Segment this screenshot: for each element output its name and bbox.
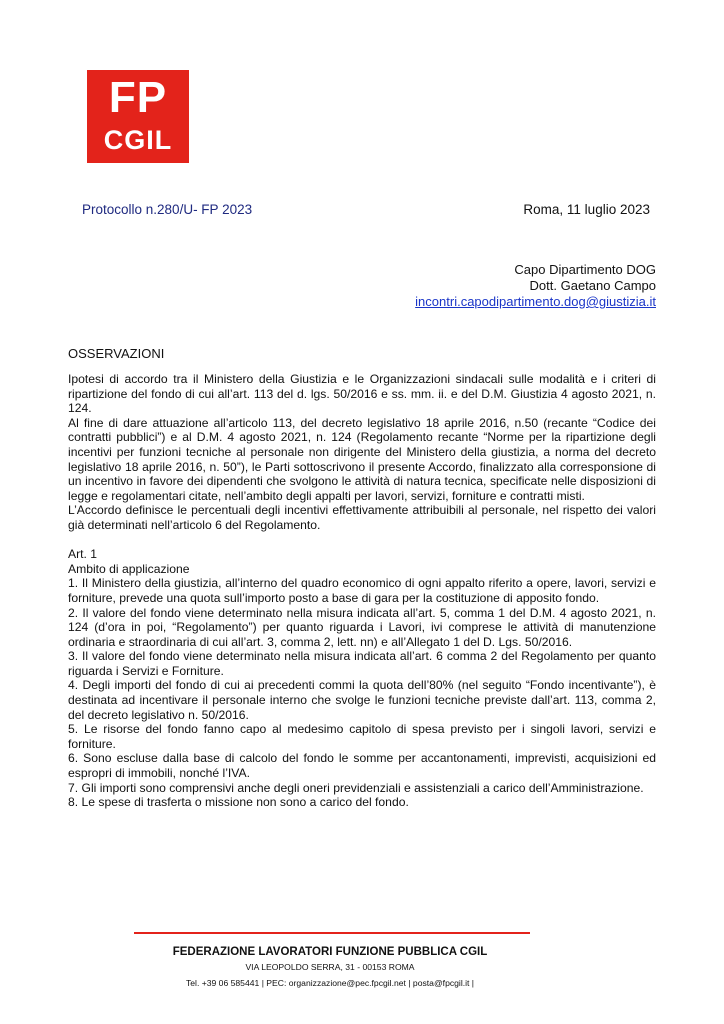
footer-organization: FEDERAZIONE LAVORATORI FUNZIONE PUBBLICA CGIL — [172, 946, 488, 958]
letter-date: Roma, 11 luglio 2023 — [523, 202, 650, 217]
footer-address: VIA LEOPOLDO SERRA, 31 - 00153 ROMA — [245, 962, 415, 972]
article-paragraph: 3. Il valore del fondo viene determinato nella misura indicata all’art. 6 comma 2 del Regolamento per quanto riguarda i Servizi e Forniture. — [68, 649, 656, 678]
logo-line-cgil: CGIL — [103, 125, 173, 155]
document-body — [68, 372, 656, 810]
recipient-block — [415, 262, 656, 310]
logo-line-fp: FP — [108, 73, 168, 122]
recipient-title: Capo Dipartimento DOG — [514, 262, 656, 277]
footer — [130, 945, 530, 992]
intro-paragraph: L’Accordo definisce le percentuali degli incentivi effettivamente attribuibili al personale, nel rispetto dei valori già determinati nell’articolo 6 del Regolamento. — [68, 503, 656, 532]
protocol-number: Protocollo n.280/U- FP 2023 — [82, 202, 253, 217]
article-paragraph: 7. Gli importi sono comprensivi anche degli oneri previdenziali e assistenziali a carico dell’Amministrazione. — [68, 780, 644, 795]
article-paragraph: 5. Le risorse del fondo fanno capo al medesimo capitolo di spesa previsto per i singoli lavori, servizi e forniture. — [68, 722, 656, 751]
fp-cgil-logo — [87, 70, 189, 163]
article-number: Art. 1 — [68, 547, 98, 562]
article-paragraph: 8. Le spese di trasferta o missione non sono a carico del fondo. — [68, 795, 409, 810]
footer-divider — [134, 932, 530, 934]
article-paragraph: 6. Sono escluse dalla base di calcolo del fondo le somme per accantonamenti, imprevisti, acquisizioni ed espropri di immobili, nonché l’IVA. — [68, 751, 656, 781]
footer-contacts: Tel. +39 06 585441 | PEC: organizzazione@pec.fpcgil.net | posta@fpcgil.it | — [185, 978, 475, 988]
article-paragraph: 1. Il Ministero della giustizia, all’interno del quadro economico di ogni appalto riferito a opere, lavori, servizi e forniture, prevede una quota sull’importo posto a base di gara per la costituzione di apposito fondo. — [68, 576, 656, 605]
article-paragraph: 2. Il valore del fondo viene determinato nella misura indicata all’art. 5, comma 1 del D.M. 4 agosto 2021, n. 124 (d’ora in poi, “Regolamento”) per quanto riguarda i Lavori, ivi comprese le attività di manutenzione ordinaria e straordinaria di cui all’art. 3, comma 2, lett. nn) e all’Allegato 1 del D. Lgs. 50/2016. — [68, 605, 656, 649]
document-heading: OSSERVAZIONI — [68, 346, 165, 361]
article-paragraph: 4. Degli importi del fondo di cui ai precedenti commi la quota dell’80% (nel seguito “Fondo incentivante”), è destinata ad incentivare il personale interno che svolge le funzioni tecniche previste dall’art. 113, comma 2, del decreto legislativo n. 50/2016. — [68, 678, 656, 722]
spacer — [68, 533, 656, 548]
intro-paragraph: Al fine di dare attuazione all’articolo 113, del decreto legislativo 18 aprile 2016, n.50 (recante “Codice dei contratti pubblici”) e al D.M. 4 agosto 2021, n. 124 (Regolamento recante “Norme per la ripartizione degli incentivi per funzioni tecniche al personale non dirigente del Ministero della giustizia, a norma del decreto legislativo 18 aprile 2016, n. 50”), le Parti sottoscrivono il presente Accordo, finalizzato alla corresponsione di un incentivo in favore dei dipendenti che svolgono le attività di natura tecnica, specificate nelle disposizioni di legge e regolamentari citate, nell’ambito degli appalti per lavori, servizi, forniture e contratti misti. — [68, 415, 656, 503]
recipient-email-link[interactable]: incontri.capodipartimento.dog@giustizia.it — [415, 294, 656, 309]
article-title: Ambito di applicazione — [68, 561, 190, 576]
intro-paragraph: Ipotesi di accordo tra il Ministero della Giustizia e le Organizzazioni sindacali sulle modalità e i criteri di ripartizione del fondo di cui all’art. 113 del d. lgs. 50/2016 e ss. mm. ii. e del D.M. Giustizia 4 agosto 2021, n. 124. — [68, 372, 656, 416]
recipient-name: Dott. Gaetano Campo — [529, 278, 656, 293]
